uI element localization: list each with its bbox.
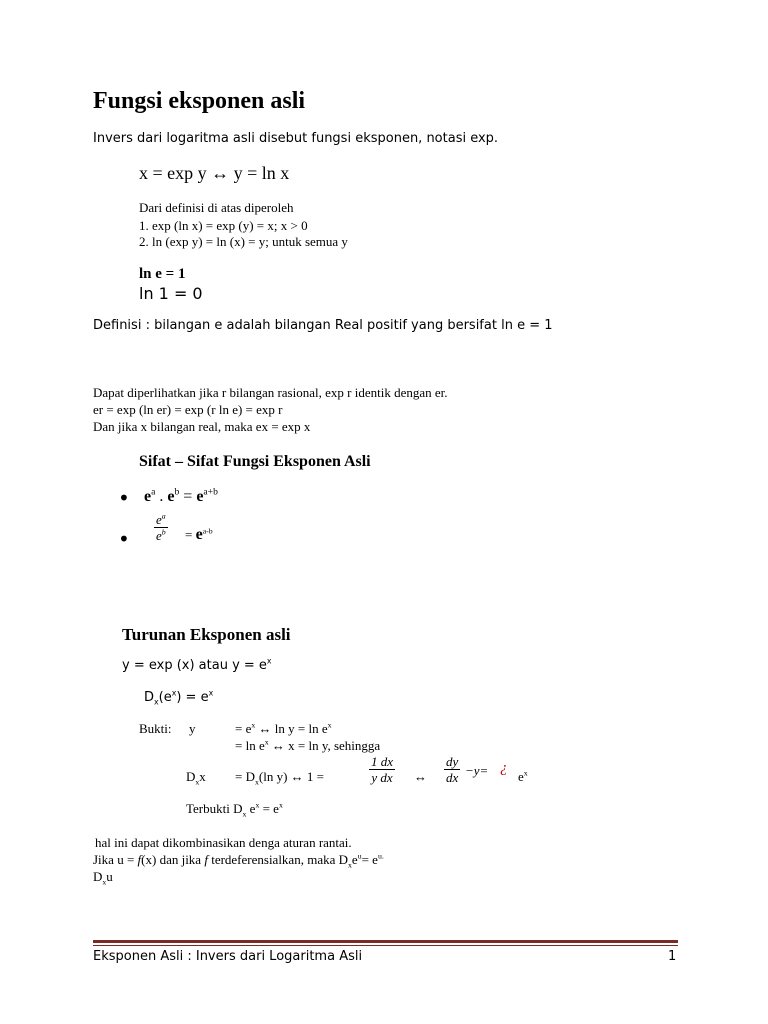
bullet-icon: • xyxy=(118,486,130,510)
derivative-heading: Turunan Eksponen asli xyxy=(122,625,291,644)
property-2-result: = $e^{a-b}$ xyxy=(185,526,213,543)
property-1: $e^a$ . $e^b = e^{a+b}$ xyxy=(144,486,218,505)
footer-rule-thick xyxy=(93,940,678,943)
property-2-fraction: $\frac{e^a}{e^b}$ xyxy=(156,511,166,543)
footer-text: Eksponen Asli : Invers dari Logaritma Asli xyxy=(93,949,363,964)
proof-line-1: = $e^x$ ↔ $\ln y = \ln e^x$ xyxy=(235,720,332,736)
e-to-x: $e^x$ xyxy=(518,768,528,784)
proof-line-3: = $D_x(\ln$ y) ↔ 1 = xyxy=(235,769,324,787)
chain-line-3: $D_xu$ xyxy=(93,869,113,887)
definition-heading: Dari definisi di atas diperoleh xyxy=(139,200,294,215)
fraction-dy-over-dx: $\frac{dy}{dx}$ xyxy=(446,754,459,785)
minus-y-equals: −y= xyxy=(465,763,489,778)
main-formula: x = exp y ↔ y = ln x xyxy=(139,163,290,183)
double-arrow: ↔ xyxy=(414,769,427,784)
paragraph-line-1: Dapat diperlihatkan jika r bilangan rasional, exp r identik dengan er. xyxy=(93,385,448,400)
page-title: Fungsi eksponen asli xyxy=(93,88,306,114)
fraction-1-dx-over-y-dx: $\frac{1 dx}{\text{y dx}}$ xyxy=(371,754,394,785)
proof-y: y xyxy=(189,721,196,736)
proof-label: Bukti: xyxy=(139,721,172,736)
page-number: 1 xyxy=(668,949,677,964)
chain-line-2: Jika u = f(x) dan jika f terdeferensialkan, maka $D_xe^u= e^{u.}$ xyxy=(93,851,384,870)
proof-conclusion: Terbukti $D_x$ $e^x = e^x$ xyxy=(186,800,283,819)
definition-item-1: 1. exp (ln x) = exp (y) = x; x > 0 xyxy=(139,218,308,233)
red-glyph: ¿ xyxy=(500,760,508,776)
proof-line-3-left: $D_xx$ xyxy=(186,769,206,787)
paragraph-line-3: Dan jika x bilangan real, maka ex = exp x xyxy=(93,419,311,434)
ln-1-formula: ln 1 = 0 xyxy=(139,284,203,303)
footer-rule-thin xyxy=(93,945,678,946)
chain-line-1: hal ini dapat dikombinasikan denga aturan rantai. xyxy=(95,835,352,850)
bullet-icon: • xyxy=(118,527,130,551)
paragraph-line-2: er = exp (ln er) = exp (r ln e) = exp r xyxy=(93,402,283,417)
properties-heading: Sifat – Sifat Fungsi Eksponen Asli xyxy=(139,453,371,470)
derivative-definition: y = exp (x) atau $y = e^x$ xyxy=(122,656,272,673)
derivative-rule: $D_x(e^x) = e^x$ xyxy=(144,688,214,707)
ln-e-formula: ln e = 1 xyxy=(139,266,186,282)
intro-text: Invers dari logaritma asli disebut fungsi eksponen, notasi exp. xyxy=(93,131,499,146)
definition-e: Definisi : bilangan e adalah bilangan Real positif yang bersifat ln e = 1 xyxy=(93,318,553,333)
proof-line-2: = $\ln e^x$ ↔ x = ln y, sehingga xyxy=(235,737,381,753)
definition-item-2: 2. ln (exp y) = ln (x) = y; untuk semua y xyxy=(139,234,348,249)
